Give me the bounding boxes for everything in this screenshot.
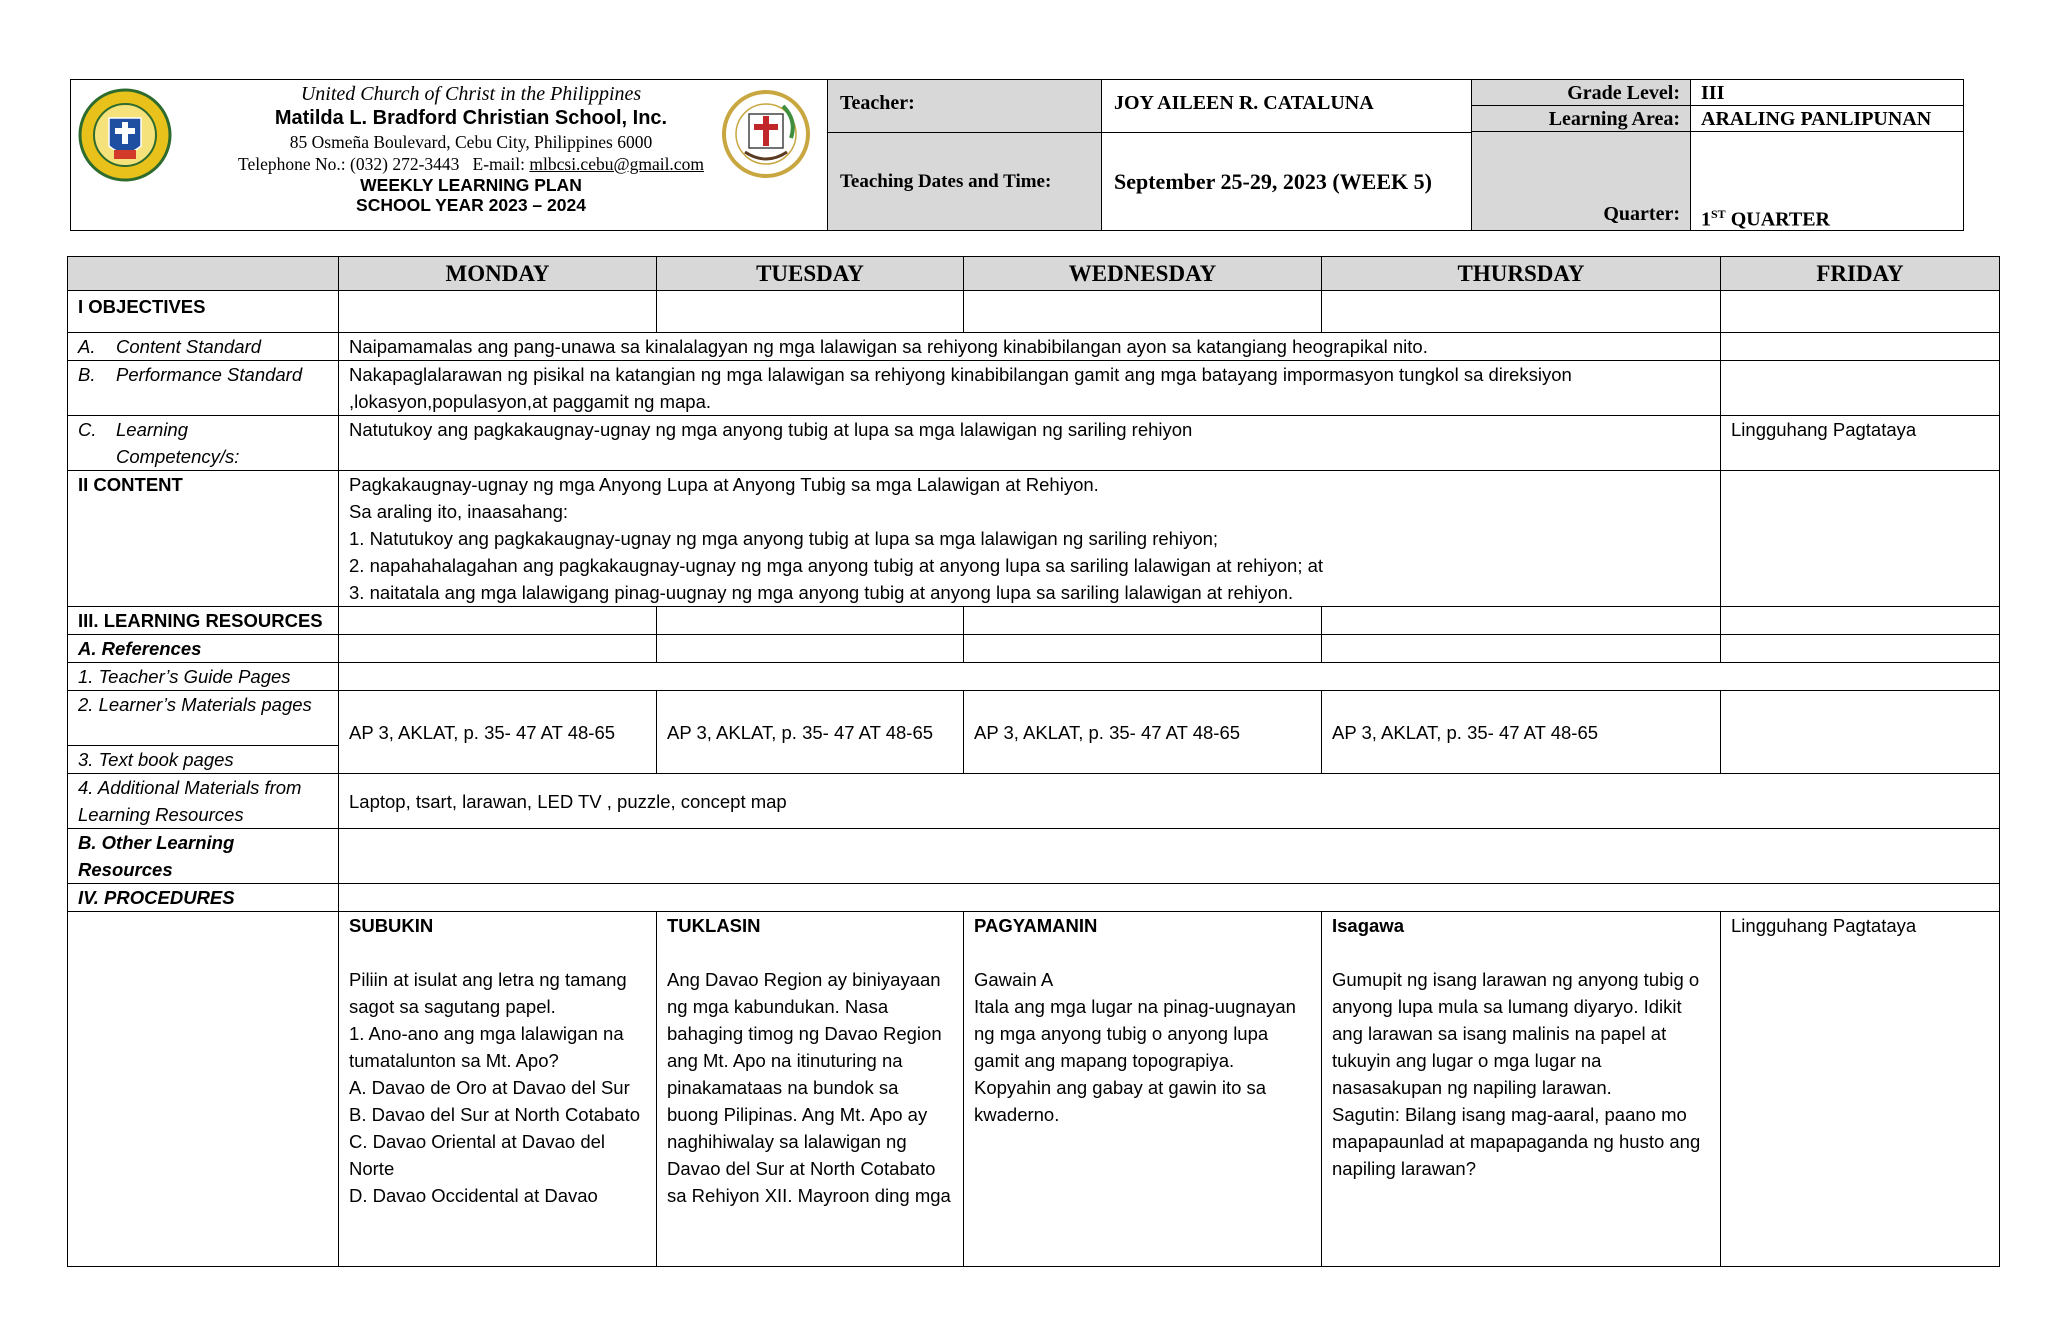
empty-cell [339, 663, 2000, 691]
empty-cell [1721, 471, 2000, 607]
learning-competency-label [68, 416, 339, 471]
empty-cell [339, 635, 657, 663]
item-label: Content Standard [116, 336, 262, 357]
quarter-value [1691, 132, 1963, 230]
procedures-row [68, 884, 2000, 912]
content-label: II CONTENT [68, 471, 339, 607]
teacher-value: JOY AILEEN R. CATALUNA [1101, 80, 1471, 132]
empty-cell [1721, 691, 2000, 774]
procedure-thursday [1322, 912, 1721, 1267]
content-line: Pagkakaugnay-ugnay ng mga Anyong Lupa at Anyong Tubig sa mga Lalawigan at Rehiyon. [349, 474, 1099, 495]
church-name: United Church of Christ in the Philippines [300, 83, 642, 105]
empty-cell [339, 829, 2000, 884]
other-resources-row [68, 829, 2000, 884]
dates-label: Teaching Dates and Time: [827, 132, 1101, 230]
resources-row [68, 607, 2000, 635]
quarter-label: Quarter: [1603, 203, 1680, 225]
teachers-guide-row [68, 663, 2000, 691]
quarter-word: QUARTER [1725, 208, 1830, 231]
spacer [667, 939, 953, 966]
school-info [71, 80, 827, 230]
performance-standard-label [68, 361, 339, 416]
email-link[interactable]: mlbcsi.cebu@gmail.com [529, 154, 704, 174]
objectives-row [68, 291, 2000, 333]
grade-level-label: Grade Level: [1472, 80, 1690, 106]
empty-cell [1721, 361, 2000, 416]
header-right-labels [1471, 80, 1690, 230]
header-right-values [1690, 80, 1963, 230]
plan-title: WEEKLY LEARNING PLAN [360, 175, 582, 195]
procedure-wednesday [964, 912, 1322, 1267]
content-text [339, 471, 1721, 607]
empty-cell [1721, 635, 2000, 663]
spacer [1332, 939, 1710, 966]
day-wednesday: WEDNESDAY [964, 257, 1322, 291]
dates-value: September 25-29, 2023 (WEEK 5) [1101, 132, 1471, 230]
procedure-title: SUBUKIN [349, 915, 434, 936]
plan-header [70, 79, 1964, 231]
grade-level-value: III [1691, 80, 1963, 106]
item-letter: C. [78, 419, 97, 440]
empty-cell [657, 607, 964, 635]
school-year: SCHOOL YEAR 2023 – 2024 [356, 195, 586, 215]
empty-cell [964, 291, 1322, 333]
item-label: Learning [116, 419, 189, 440]
performance-standard-text: Nakapaglalarawan ng pisikal na katangian ng mga lalawigan sa rehiyong kinabibilangan gamit ang mga batayang impormasyon tungkol sa direksiyon ,lokasyon,populasyon,at paggamit ng mapa. [339, 361, 1721, 416]
procedure-tuesday [657, 912, 964, 1267]
additional-materials-row [68, 774, 2000, 829]
school-seal-logo [78, 88, 172, 182]
empty-cell [68, 912, 339, 1267]
item-label: Performance Standard [116, 364, 303, 385]
additional-materials-label: 4. Additional Materials from Learning Resources [68, 774, 339, 829]
day-friday: FRIDAY [1721, 257, 2000, 291]
learners-materials-row [68, 691, 2000, 746]
textbook-label: 3. Text book pages [68, 746, 339, 774]
procedures-label: IV. PROCEDURES [68, 884, 339, 912]
empty-cell [1721, 291, 2000, 333]
content-line: 1. Natutukoy ang pagkakaugnay-ugnay ng mga anyong tubig at lupa sa mga lalawigan ng sariling rehiyon; [349, 528, 1219, 549]
lm-thursday: AP 3, AKLAT, p. 35- 47 AT 48-65 [1322, 691, 1721, 774]
item-letter: B. [78, 364, 96, 385]
empty-cell [1322, 291, 1721, 333]
teachers-guide-label: 1. Teacher’s Guide Pages [68, 663, 339, 691]
references-label: A. References [68, 635, 339, 663]
objectives-label: I OBJECTIVES [68, 291, 339, 333]
school-address: 85 Osmeña Boulevard, Cebu City, Philippines 6000 [289, 132, 653, 152]
empty-cell [339, 607, 657, 635]
other-resources-label: B. Other Learning Resources [68, 829, 339, 884]
lm-tuesday: AP 3, AKLAT, p. 35- 47 AT 48-65 [657, 691, 964, 774]
content-standard-label [68, 333, 339, 361]
school-name: Matilda L. Bradford Christian School, Inc. [274, 107, 668, 129]
weekly-learning-plan-table [67, 256, 2000, 1267]
learners-materials-label: 2. Learner’s Materials pages [68, 691, 339, 746]
procedure-text: Piliin at isulat ang letra ng tamang sagot sa sagutang papel. 1. Ano-ano ang mga lalawigan na tumatalunton sa Mt. Apo? A. Davao de Oro at Davao del Sur B. Davao del Sur at North Cotabato C. Davao Oriental at Davao del Norte D. Davao Occidental at Davao [349, 969, 641, 1206]
procedure-text: Ang Davao Region ay biniyayaan ng mga kabundukan. Nasa bahaging timog ng Davao Region ang Mt. Apo na itinuturing na pinakamataas na bundok sa buong Pilipinas. Ang Mt. Apo ay naghihiwalay sa lalawigan ng Davao del Sur at North Cotabato sa Rehiyon XII. Mayroon ding mga [667, 969, 951, 1206]
school-letterhead [171, 82, 771, 215]
day-tuesday: TUESDAY [657, 257, 964, 291]
procedure-text: Gawain A Itala ang mga lugar na pinag-uugnayan ng mga anyong tubig o anyong lupa gamit ang mapang topograpiya. Kopyahin ang gabay at gawin ito sa kwaderno. [974, 969, 1296, 1125]
learning-competency-text: Natutukoy ang pagkakaugnay-ugnay ng mga anyong tubig at lupa sa mga lalawigan ng sariling rehiyon [339, 416, 1721, 471]
procedure-monday [339, 912, 657, 1267]
empty-cell [1721, 607, 2000, 635]
spacer [349, 939, 646, 966]
empty-cell [1721, 333, 2000, 361]
procedure-title: Lingguhang Pagtataya [1731, 915, 1917, 936]
learning-area-label: Learning Area: [1472, 106, 1690, 132]
days-header-row [68, 257, 2000, 291]
empty-cell [339, 291, 657, 333]
teacher-label: Teacher: [827, 80, 1101, 132]
procedure-title: TUKLASIN [667, 915, 761, 936]
friday-assessment: Lingguhang Pagtataya [1721, 416, 2000, 471]
empty-cell [964, 635, 1322, 663]
empty-cell [1322, 635, 1721, 663]
performance-standard-row [68, 361, 2000, 416]
item-label-2: Competency/s: [116, 446, 240, 467]
quarter-number: 1 [1701, 208, 1711, 231]
procedure-friday [1721, 912, 2000, 1267]
content-row [68, 471, 2000, 607]
day-monday: MONDAY [339, 257, 657, 291]
resources-label: III. LEARNING RESOURCES [68, 607, 339, 635]
references-row [68, 635, 2000, 663]
procedure-title: PAGYAMANIN [974, 915, 1098, 936]
day-thursday: THURSDAY [1322, 257, 1721, 291]
lm-monday: AP 3, AKLAT, p. 35- 47 AT 48-65 [339, 691, 657, 774]
content-line: 2. napahahalagahan ang pagkakaugnay-ugnay ng mga anyong tubig at anyong lupa sa sariling lalawigan at rehiyon; at [349, 555, 1324, 576]
school-contact [171, 153, 771, 175]
procedures-content-row [68, 912, 2000, 1267]
content-standard-text: Naipamamalas ang pang-unawa sa kinalalagyan ng mga lalawigan sa rehiyong kinabibilangan ayon sa katangiang heograpikal nito. [339, 333, 1721, 361]
empty-cell [657, 635, 964, 663]
procedure-text: Gumupit ng isang larawan ng anyong tubig o anyong lupa mula sa lumang diyaryo. Idikit ang larawan sa isang malinis na papel at tukuyin ang lugar o mga lugar na nasasakupan ng napiling larawan. Sagutin: Bilang isang mag-aaral, paano mo mapapaunlad at mapapaganda ng husto ang napiling larawan? [1332, 969, 1701, 1179]
additional-materials-text: Laptop, tsart, larawan, LED TV , puzzle, concept map [339, 774, 2000, 829]
corner-cell [68, 257, 339, 291]
procedure-title: Isagawa [1332, 915, 1404, 936]
telephone: Telephone No.: (032) 272-3443 [238, 154, 460, 174]
lm-wednesday: AP 3, AKLAT, p. 35- 47 AT 48-65 [964, 691, 1322, 774]
empty-cell [1322, 607, 1721, 635]
spacer [974, 939, 1311, 966]
empty-cell [657, 291, 964, 333]
content-line: Sa araling ito, inaasahang: [349, 501, 569, 522]
email-label: E-mail: [472, 154, 526, 174]
learning-competency-row [68, 416, 2000, 471]
content-standard-row [68, 333, 2000, 361]
learning-area-value: ARALING PANLIPUNAN [1691, 106, 1963, 132]
quarter-suffix: ST [1711, 207, 1726, 221]
empty-cell [339, 884, 2000, 912]
empty-cell [964, 607, 1322, 635]
content-line: 3. naitatala ang mga lalawigang pinag-uugnay ng mga anyong tubig at anyong lupa sa sariling lalawigan at rehiyon. [349, 582, 1294, 603]
item-letter: A. [78, 336, 96, 357]
